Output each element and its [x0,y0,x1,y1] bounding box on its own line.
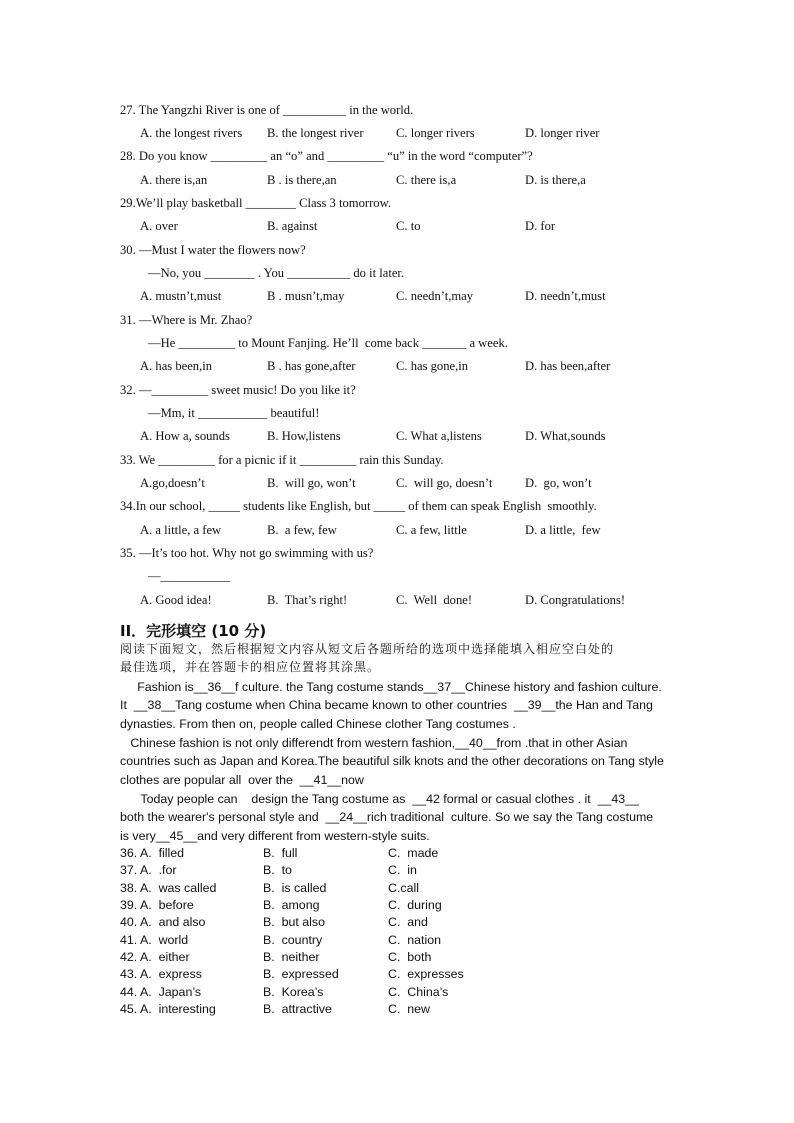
passage-line-2: It __38__Tang costume when China became known to other countries __39__the Han and Tang [120,698,653,712]
option-32-d: D. What,sounds [525,429,606,443]
option-28-c: C. there is,a [396,173,457,187]
cloze-option-44-c: C. China’s [388,984,449,999]
cloze-option-43-c: C. expresses [388,967,464,982]
cloze-option-37-b: B. to [263,863,292,878]
passage-line-9: is very__45__and very different from western-style suits. [120,829,430,843]
question-32: 32. —_________ sweet music! Do you like it? [120,383,356,397]
option-33-b: B. will go, won’t [267,476,356,490]
section-instruction-line-1: 阅读下面短文，然后根据短文内容从短文后各题所给的选项中选择能填入相应空白处的 [120,642,615,656]
cloze-option-40-a: 40. A. and also [120,915,206,930]
option-30-d: D. needn’t,must [525,289,606,303]
cloze-option-36-a: 36. A. filled [120,846,185,860]
cloze-option-45-b: B. attractive [263,1002,332,1017]
cloze-option-39-a: 39. A. before [120,898,194,913]
passage-line-7: Today people can design the Tang costume as __42 formal or casual clothes . it __43__ [120,792,639,806]
option-31-b: B . has gone,after [267,359,356,373]
question-28: 28. Do you know _________ an “o” and _________ “u” in the word “computer”? [120,149,533,163]
cloze-option-37-a: 37. A. .for [120,863,177,878]
cloze-option-42-b: B. neither [263,950,320,965]
passage-line-8: both the wearer's personal style and __24__rich traditional culture. So we say the Tang costume [120,810,654,824]
question-32-reply: —Mm, it ___________ beautiful! [148,406,320,420]
cloze-option-39-b: B. among [263,898,320,913]
option-32-b: B. How,listens [267,429,341,443]
option-29-b: B. against [267,219,318,233]
option-35-d: D. Congratulations! [525,593,626,607]
passage-line-3: dynasties. From then on, people called Chinese clother Tang costumes . [120,717,516,731]
option-30-a: A. mustn’t,must [140,289,222,303]
question-34: 34.In our school, _____ students like English, but _____ of them can speak English smoothly. [120,499,597,513]
option-31-d: D. has been,after [525,359,611,373]
cloze-option-36-b: B. full [263,846,298,860]
question-35-reply: —___________ [148,569,230,583]
cloze-option-41-b: B. country [263,932,323,947]
option-28-d: D. is there,a [525,173,586,187]
cloze-option-37-c: C. in [388,863,417,878]
question-31: 31. —Where is Mr. Zhao? [120,313,253,327]
option-34-d: D. a little, few [525,523,601,537]
question-31-reply: —He _________ to Mount Fanjing. He’ll come back _______ a week. [148,336,508,350]
option-31-c: C. has gone,in [396,359,469,373]
cloze-option-39-c: C. during [388,898,442,913]
cloze-option-43-a: 43. A. express [120,967,202,982]
cloze-option-40-b: B. but also [263,915,325,930]
option-33-d: D. go, won’t [525,476,592,490]
cloze-option-40-c: C. and [388,915,428,930]
option-29-d: D. for [525,219,556,233]
passage-line-1: Fashion is__36__f culture. the Tang costume stands__37__Chinese history and fashion culture. [120,680,662,694]
option-28-a: A. there is,an [140,173,208,187]
cloze-option-38-c: C.call [388,880,419,895]
passage-line-5: countries such as Japan and Korea.The beautiful silk knots and the other decorations on Tang style [120,754,664,768]
question-33: 33. We _________ for a picnic if it _________ rain this Sunday. [120,453,444,467]
cloze-option-42-c: C. both [388,950,432,965]
question-30-reply: —No, you ________ . You __________ do it later. [148,266,405,280]
option-27-c: C. longer rivers [396,126,475,140]
option-30-c: C. needn’t,may [396,289,474,303]
cloze-option-41-c: C. nation [388,932,442,947]
option-29-a: A. over [140,219,178,233]
option-35-c: C. Well done! [396,593,473,607]
cloze-option-36-c: C. made [388,846,439,860]
cloze-option-44-b: B. Korea’s [263,984,324,999]
option-33-a: A.go,doesn’t [140,476,205,490]
option-34-a: A. a little, a few [140,523,222,537]
passage-line-4: Chinese fashion is not only differendt from western fashion,__40__from .that in other Asian [120,736,628,750]
cloze-option-38-a: 38. A. was called [120,880,217,895]
question-35: 35. —It’s too hot. Why not go swimming with us? [120,546,374,560]
option-27-b: B. the longest river [267,126,364,140]
option-29-c: C. to [396,219,421,233]
option-34-c: C. a few, little [396,523,467,537]
option-31-a: A. has been,in [140,359,213,373]
option-27-a: A. the longest rivers [140,126,243,140]
option-32-a: A. How a, sounds [140,429,230,443]
question-29: 29.We’ll play basketball ________ Class 3 tomorrow. [120,196,391,210]
option-32-c: C. What a,listens [396,429,482,443]
cloze-option-45-a: 45. A. interesting [120,1002,216,1017]
section-heading: II．完形填空 (10 分) [120,622,267,640]
option-34-b: B. a few, few [267,523,337,537]
option-28-b: B . is there,an [267,173,337,187]
section-instruction-line-2: 最佳选项，并在答题卡的相应位置将其涂黑。 [120,660,381,674]
cloze-option-42-a: 42. A. either [120,950,190,965]
cloze-option-43-b: B. expressed [263,967,339,982]
passage-line-6: clothes are popular all over the __41__now [120,773,364,787]
cloze-option-44-a: 44. A. Japan’s [120,984,202,999]
question-30: 30. —Must I water the flowers now? [120,243,306,257]
option-27-d: D. longer river [525,126,600,140]
option-35-a: A. Good idea! [140,593,212,607]
cloze-option-38-b: B. is called [263,880,327,895]
cloze-option-45-c: C. new [388,1002,431,1017]
option-33-c: C. will go, doesn’t [396,476,493,490]
cloze-option-41-a: 41. A. world [120,932,189,947]
option-30-b: B . musn’t,may [267,289,345,303]
question-27: 27. The Yangzhi River is one of __________ in the world. [120,103,414,117]
option-35-b: B. That’s right! [267,593,348,607]
